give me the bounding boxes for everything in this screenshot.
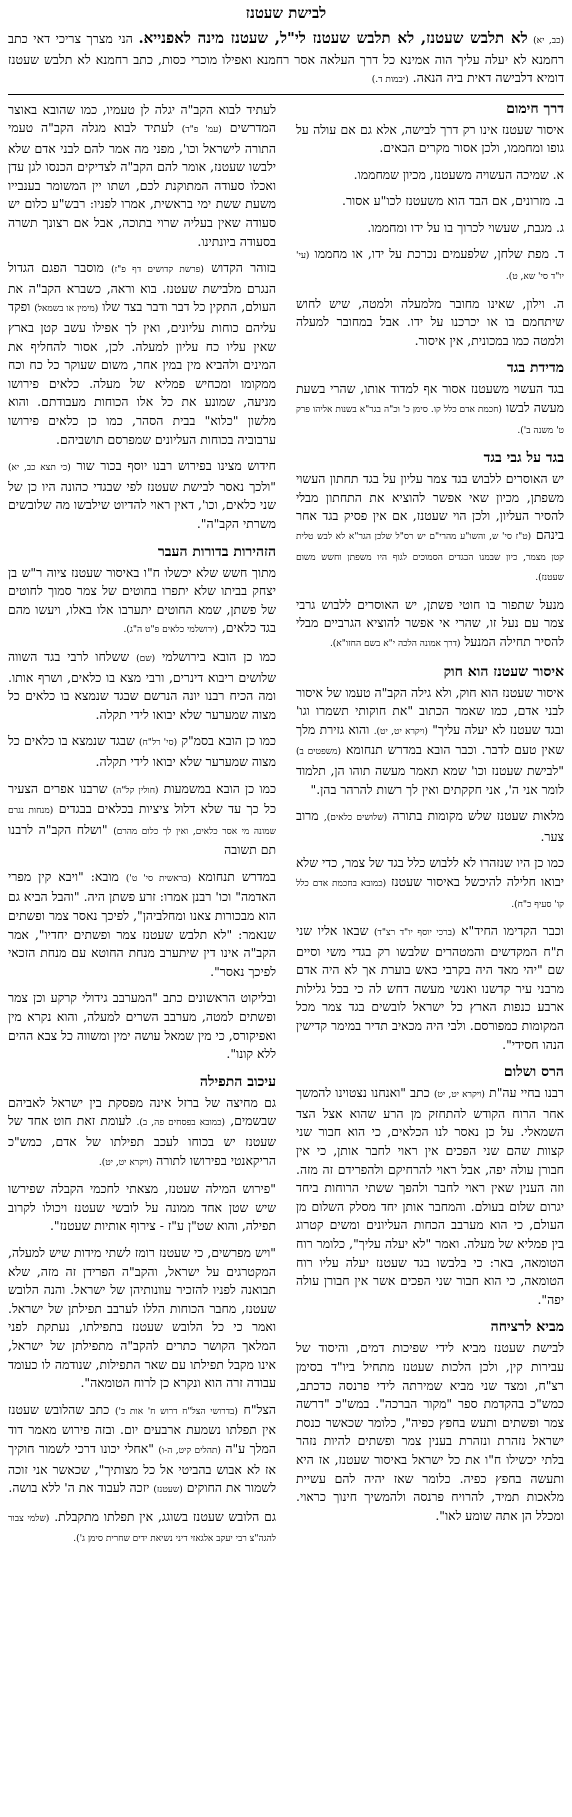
body-paragraph <box>8 648 276 724</box>
intro-source: (יבמות ד.) <box>371 75 409 85</box>
source-citation: (פרשת קדושים דף פ"ז) <box>111 265 204 276</box>
source-citation: (בדרושי הצל"ח דרוש ח' אות כ') <box>114 1406 238 1417</box>
paragraph-text: כמו כן הובא במשמעות <box>163 780 277 796</box>
paragraph-text: ופקד עליהם כוחות עליונים, ואין לך אפילו עשב קטן בארץ שאין עליו כח עליון למעלה. לכן, אסור להחליף את המינים ולהביא מין במין אחר, משום שעוקר כל כח וכח ממקומו ומכחיש פמליא של מעלה. כלאים פירושו מניעה, שמונע את כל אלו הכוחות מעבודתם. והוא מלשון "כלוא" בבית הסהר, כמו כן כלאים פירושו ערבוביה בכוחות העליונים שמפרסם תושביהם. <box>8 299 276 447</box>
paragraph-text: הצל"ח <box>243 1401 276 1417</box>
source-citation: (ויקרא יט, יט). <box>98 1157 153 1168</box>
body-paragraph <box>296 219 564 238</box>
paragraph-text: בגד העשוי משעטנז אסור אף למדוד אותו, שהרי בשעת מעשה לבשו <box>296 381 564 416</box>
section-heading: מדידת בגד <box>507 360 564 377</box>
paragraph-text: "ושלח הקב"ה לרבנו תם תשובה <box>8 821 276 858</box>
intro-text: הני מצרך צריכי דאי כתב רחמנא לא יעלה עליך הוה אמינא כל דרך העלאה אסר רחמנא ואפילו מוכרי כסות, כתב רחמנא לא תלבש שעטנז דומיא דלבישה דאית ביה הנאה. <box>8 31 564 85</box>
document-page <box>8 4 564 1557</box>
body-paragraph <box>296 380 564 440</box>
paragraph-text: ובליקוט הראשונים כתב "המערבב גידולי קרקע וכן צמר ופשתים למטה, מערבב השרים למעלה, והוא נקרא מין ואפיקורס, כי מין שמאל עושה ימין ומשווה כל צבא ההים ללא קונו". <box>8 990 276 1062</box>
source-citation: (ירושלמי כלאים פ"ט ה"ג). <box>123 625 218 636</box>
body-paragraph <box>8 1244 276 1393</box>
paragraph-text: איסור שעטנז הוא חוק, ולא גילה הקב"ה טעמו של איסור לבני אדם, כמו שאמר הכתוב "את חוקותי תשמרו וגו' ובגד שעטנז לא יעלה עליך" <box>296 684 564 737</box>
paragraph-text: ה. וילון, שאינו מחובר מלמעלה ולמטה, שיש לחוש שיתחמם בו או יכרכנו על ידו. אבל במחובר למעלה ולמטה כמו במכונית, אין איסור. <box>296 295 564 348</box>
section-heading: בגד על גבי בגד <box>483 450 564 467</box>
paragraph-text: יש האוסרים ללבוש בגד צמר עליון על בגד תחתון העשוי משפתן, מכיון שאי אפשר להוציא את התחתון מבלי להסיר העליון, ולכן הוי שעטנז, אם אין פסיק בגד אחר בינהם <box>296 471 564 542</box>
body-paragraph <box>296 121 564 158</box>
source-citation: (דרך אמונה הלכה י"א בשם החזו"א). <box>329 638 461 649</box>
source-citation: (משפטים ב) <box>296 747 342 758</box>
body-paragraph <box>8 732 276 771</box>
page-title: לבישת שעטנז <box>245 4 327 22</box>
body-paragraph <box>296 295 564 351</box>
paragraph-text: איסור שעטנז אינו רק דרך לבישה, אלא גם אם עולה על גופו ומחממו, ולכן אסור מקרים הבאים. <box>296 121 564 156</box>
body-paragraph <box>8 457 276 533</box>
body-paragraph <box>8 101 276 252</box>
body-paragraph <box>296 922 564 1054</box>
body-paragraph <box>8 564 276 640</box>
source-citation: (מימין או בשמאל) <box>34 304 99 315</box>
paragraph-text: כתב שהלובש שעטנז אין תפלתו נשמעת ארבעים יום. ובזה פירוש מאמר דוד המלך ע"ה <box>8 1401 276 1456</box>
paragraph-text: "ולכך נאסר לבישת שעטנז לפי שבגדי כהונה היו כן של שני כלאים, וכו', דאין ראוי להדיוט שילבשו מה שלובשים משרתי הקב"ה". <box>8 478 276 531</box>
body-paragraph <box>8 1094 276 1172</box>
section-heading: איסור שעטנז הוא חוק <box>443 663 564 680</box>
body-paragraph <box>8 780 276 860</box>
source-citation: (סי' רל"ח) <box>138 738 178 749</box>
paragraph-text: רבנו בחיי עה"ת <box>489 1085 564 1101</box>
body-paragraph <box>8 1180 276 1236</box>
intro-paragraph <box>8 29 564 95</box>
body-paragraph <box>8 1508 276 1549</box>
paragraph-text: לבישת שעטנז מביא לידי שפיכות דמים, והיסוד של עבירות קין, ולכן הלכות שעטנז מתחיל ביו"ד בסימן רצ"ח, ומצד שני מביא שמירתה לידי פרנסה כדכתב, כמש"כ בהקדמת ספר "מקור הברכה". במש"כ "דרשה צמר ופשתים ותעש בחפץ כפיה", כלומר שכאשר כנסת ישראל נזהרת ונזהרת בענין צמר ופשתים להיות נזהר בלתי יכשילו ח"ו את כל ישראל באיסור שעטנז, אז היא ותעשה בחפץ כפיה. כלומר שאז יהיה להם עשיית מלאכות תמיד, להרויח פרנסה ולהמשיך חינוך כראוי. ומכלל הן אתה שומע לאו". <box>296 1340 564 1523</box>
paragraph-text: "אחלי יכונו דרכי לשמור חוקיך אז לא אבוש בהביטי אל כל מצותיך", שכאשר אני זוכה לשמור את החוקים <box>8 1440 276 1496</box>
paragraph-text: שבגד שנמצא בו כלאים כל מצוה שמערער שלא יבואו לידי תקלה. <box>8 733 276 769</box>
paragraph-text: לעתיד לבוא מגלה הקב"ה טעמי התורה לישראל וכו', מפני מה אמר להם לבני אדם שלא ילבשו שעטנז, אומר להם הקב"ה לצדיקים הכנסו לגן עדן ואכלו סעודה המתוקנת לכם, ושתו יין המשומר בענבייו משעת ששת ימי בראשית, אמרו לפניו: רבש"ע כלום יש סעודה שאין בעליה שרוי בתוכה, אבל אם רצונך תשרה בסעודה ביונתינו. <box>8 120 276 249</box>
paragraph-text: כתב "ואנחנו נצטוינו להמשך אחר הרוח הקודש להתחזק מן הרע שהוא אצל הצד השמאלי. על כן נאסר לנו הכלאים, כי הוא חבור שני קצוות שהם שני הפכים אין ראוי לחבר אותן, כי אין חבורן עולה יפה, אבל ראוי להרחיקם ולהפרידם זה מזה. וזה הענין שאין ראוי לחבר ולהפך ששתי הרוחות ביחד יגרום שלום בעולם. והמחבר אותן יחד מסלק השלום מן העולם, כי הוא מערבב הכחות העליונים ומשים קטרוג בין פמליא של מעלה. ואמר "לא יעלה עליך", כלומר רוח הטומאה, באר: כי בלבשו בגד שעטנז יעלה עליו רוח הטומאה, כי הוא חבור שני הפכים אשר אין חבורן עולה יפה". <box>296 1085 564 1307</box>
section-heading: הרס ושלום <box>503 1064 564 1081</box>
paragraph-text: שרבנו אפרים הצעיר כל כך עד שלא דלול ציציות בכלאים בבגדים <box>8 780 277 817</box>
source-citation: (ט"ז סי' ש, והשו"ע מהרי"ם יש רס"ל שלכן הגר"א לא לבש טלית קטן מצמר, כיון שבמנו הבגדים הסמוכים לגוף היו משפתן וחשש משום שעטנז). <box>296 532 564 584</box>
paragraph-text: מלאות שעטנז שלש מקומות בתורה <box>392 808 564 824</box>
source-citation: (כמובא בחכמת אדם כלל קו' סעיף כ"ח). <box>296 878 564 910</box>
intro-lead: לא תלבש שעטנז, לא תלבש שעטנז לי"ל, שעטנז מינה לאפנייא. <box>138 29 528 47</box>
paragraph-text: חידוש מצינו בפירוש רבנו יוסף בכור שור <box>76 458 276 474</box>
left-column <box>8 101 276 1557</box>
two-column-body <box>8 101 564 1557</box>
source-citation: (כמובא בפסחים פה, ב). <box>136 1118 226 1129</box>
body-paragraph <box>296 596 564 654</box>
paragraph-text: ד. מפת שלחן, שלפעמים נכרכת על ידו, או מחממו <box>314 246 564 262</box>
paragraph-text: ג. מגבת, שעשוי לכרוך בו על ידו ומחממו. <box>367 219 564 235</box>
paragraph-text: וכבר הקדימו החיד"א <box>461 923 564 939</box>
paragraph-text: מרוב צער. <box>296 808 564 844</box>
paragraph-text: גם הלובש שעטנז בשוגג, אין תפלתו מתקבלת. <box>54 1508 276 1524</box>
source-citation: (ויקרא יט, יט) <box>433 1090 485 1101</box>
paragraph-text: גם מחיצה של ברזל אינה מפסקת בין ישראל לאביהם שבשמים, <box>8 1094 276 1129</box>
source-citation: (ברכי יוסף יו"ד רצ"ד) <box>374 928 456 939</box>
source-citation: (חכמת אדם כלל קו. סימן כ' וכ"ה בגר"א בשנות אליהו פרק ט' משנה ב'). <box>296 405 564 436</box>
body-paragraph <box>296 192 564 211</box>
body-paragraph <box>8 259 276 449</box>
source-citation: (שם) <box>136 653 156 664</box>
body-paragraph <box>296 807 564 846</box>
body-paragraph <box>8 989 276 1063</box>
paragraph-text: א. שמיכה העשויה משעטנז, מכיון שמחממו. <box>353 166 564 182</box>
section-heading: דרך חימום <box>506 100 564 117</box>
body-paragraph <box>296 166 564 185</box>
section-heading: עיכוב התפילה <box>199 1073 276 1090</box>
paragraph-text: בזוהר הקדוש <box>211 260 276 276</box>
source-citation: (כי תצא כב, יא) <box>8 463 71 474</box>
source-citation: (חולין קל"ה) <box>112 785 159 796</box>
paragraph-text: מנעל שתפור בו חוטי פשתן, יש האוסרים ללבוש גרבי צמר עם נעל זו, שהרי אי אפשר להוציא הגרביים מבלי להסיר תחילה המנעל <box>296 596 564 649</box>
source-citation: (שעטנז) <box>153 1485 183 1496</box>
paragraph-text: והוא גזירת מלך שאין טעם לדבר. וכבר הובא במדרש תנחומא <box>296 721 564 758</box>
body-paragraph <box>296 684 564 800</box>
paragraph-text: כמו כן הובא בירושלמי <box>162 648 276 664</box>
source-citation: (שלמי צבור להגה"צ רבי יעקב אלגאזי דיני נשיאת ידים שחרית סימן ג'). <box>8 1513 276 1545</box>
paragraph-text: "ויש מפרשים, כי שעטנז רומז לשתי מידות שיש למעלה, המקטרגים על ישראל, והקב"ה הפרידן זה מזה, שלא תבואנה לפניו להזכיר עוונותיהן של ישראל. והנה הלובש שעטנז, מחבר הכוחות הללו לערבב תפילתן של ישראל. ואמר כי כל הלובש שעטנז בתפילתו, נעתקת לפני המלאך הקושר כתרים להקב"ה מתפילתן של ישראל, אינו מקבל תפילתו עם שאר התפילות, שנודמה לו כעומד עבודה זרה הוא ונקרא כן לרוח הטומאה". <box>8 1244 276 1391</box>
source-citation: (עי' יו"ד סי' שא, ט). <box>296 251 564 283</box>
source-citation: (מנחות נגרם שמונה מי אסר כלאים, ואין לך כלום מהרם) <box>8 806 276 837</box>
paragraph-text: "פירוש המילה שעטנז, מצאתי לחכמי הקבלה שפירשו שיש שטן אחד ממונה על לובשי שעטנז ויכולו לקרוב תפילה, והוא שט"ן ע"ז - צירוף אותיות שעטנז". <box>8 1181 276 1234</box>
paragraph-text: ששלחו לרבי בגד השווה שלושים ריבוא דינרים, ורבי מצא בו כלאים, ושרף אותו. ומה הכיח רבנו יונה הנרשם שבגד שנמצא בו כלאים כל מצוה שמערער שלא יבואו לידי תקלה. <box>8 648 276 722</box>
section-heading: הזהירות בדורות העבר <box>157 543 276 560</box>
paragraph-text: מובא: "ויבא קין מפרי האדמה" וכו' רבנן אמרו: זרע פשתן היה. "והבל הביא גם הוא מבכורות צאנו ומחלביהן", לפיכך נאסר צמר ופשתים שנאמר: "לא תלבש שעטנז צמר ופשתים יחדיו", אמר הקב"ה אינו דין שיתערב מנחת החוטא עם מנחת הזכאי לפיכך נאסר". <box>8 868 276 979</box>
paragraph-text: כמו כן היו שנזהרו לא ללבוש כלל בגד של צמר, כדי שלא יבואו חלילה להיכשל באיסור שעטנז <box>296 855 564 889</box>
paragraph-text: "לבישת שעטנז וכו' שמא תאמר מעשה תוהו הן, תלמוד לומר אני ה', אני חקקתים ואין לך רשות להרהר בהן." <box>296 762 564 797</box>
paragraph-text: שבאו אליו שני ת"ח המקדשים והמטהרים שלבשו רק בגדי משי וסיים שם "יהי מאד היה בקרבי כאש בוערת אך לא היה אדם מרבני עיר קדשנו ואנשי מעשה דחש לה כי בכל גלילות ארבע כנפות הארץ כל ישראל לובשים בגד צמר מכל המקומות כמפורסם. ולבי היה מכאיב תדיר במימר קדישין הנהו חסידי". <box>296 923 564 1052</box>
intro-reference: (כב, יא) <box>533 36 564 46</box>
source-citation: (עמ' פ"ד) <box>181 125 222 136</box>
paragraph-text: מתוך חשש שלא יכשלו ח"ו באיסור שעטנז ציוה ר"ש בן יצחק בביתו שלא יתפרו בחוטים של צמר סמוך לחוטים של פשתן, שמא החוטים יתערבו אלו באלו, ויעשו מהם בגד כלאים, <box>8 564 276 636</box>
source-citation: (בראשית סי' ט') <box>125 873 191 884</box>
paragraph-text: לעתיד לבוא הקב"ה יגלה לן טעמיו, כמו שהובא באוצר המדרשים <box>8 101 276 136</box>
paragraph-text: לעומת זאת חוט אחד של שעטנז יש בכוחו לעכב תפילתו של אדם, כמש"כ הריקאנטי בפירושו לתורה <box>8 1113 276 1168</box>
paragraph-text: במדרש תנחומא <box>197 868 276 884</box>
body-paragraph <box>296 245 564 286</box>
paragraph-text: מוסבר הפגם הגדול הנגרם מלבישת שעטנז. בוא וראה, כשברא הקב"ה את העולם, התקין כל דבר ודבר בצד שלו <box>8 260 276 315</box>
source-citation: (ויקרא יט, יט). <box>373 726 428 737</box>
section-heading: מביא לרציחה <box>490 1319 564 1336</box>
body-paragraph <box>8 868 276 982</box>
paragraph-text: ב. מזרונים, אם הבד הוא משעטנז לכו"ע אסור. <box>342 193 564 209</box>
paragraph-text: יזכה לעבוד את ה' ללא בושה. <box>8 1480 150 1496</box>
source-citation: (שלושים כלאים), <box>323 813 388 824</box>
source-citation: (תהלים קיט, ה-ו) <box>158 1445 221 1456</box>
body-paragraph <box>296 470 564 588</box>
body-paragraph <box>296 854 564 914</box>
body-paragraph <box>296 1084 564 1309</box>
right-column <box>296 101 564 1557</box>
body-paragraph <box>296 1339 564 1525</box>
paragraph-text: כמו כן הובא בסמ"ק <box>181 733 276 749</box>
body-paragraph <box>8 1401 276 1500</box>
